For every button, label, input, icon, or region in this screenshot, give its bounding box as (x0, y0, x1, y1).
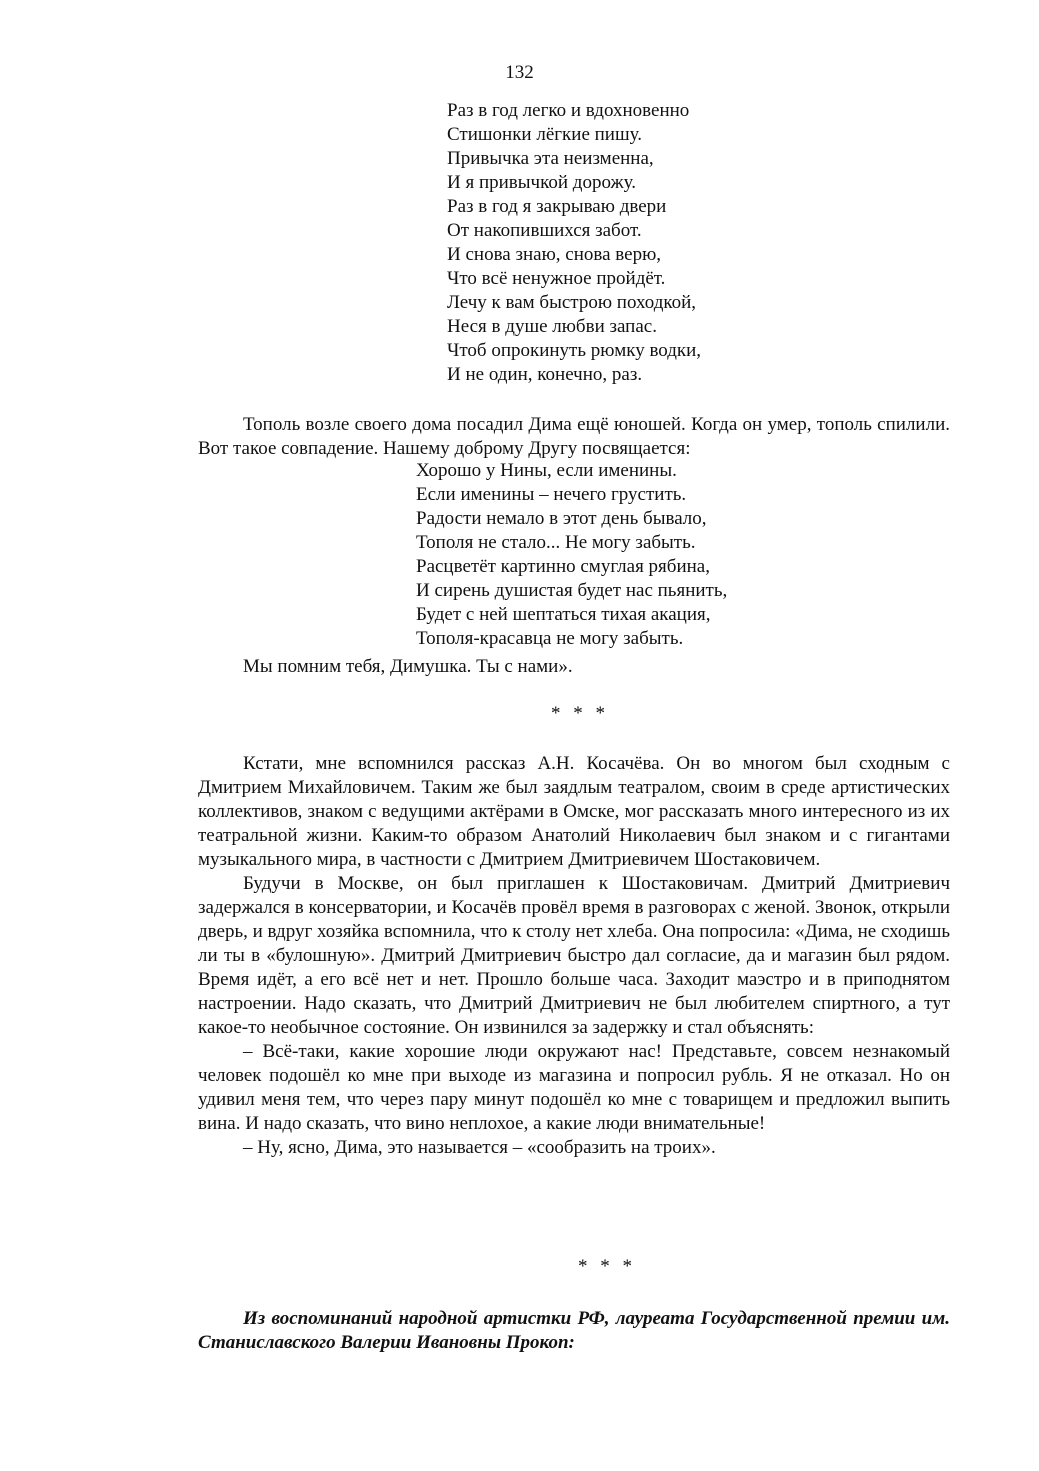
section-separator: * * * (551, 703, 609, 724)
poem-line: Если именины – нечего грустить. (416, 484, 687, 505)
poem-line: Привычка эта неизменна, (447, 148, 654, 169)
closing-line-block (198, 655, 950, 679)
story-paragraph: – Ну, ясно, Дима, это называется – «сообразить на троих». (243, 1137, 716, 1158)
poem-line: От накопившихся забот. (447, 220, 642, 241)
poem-line: Тополя не стало... Не могу забыть. (416, 532, 696, 553)
section-separator: * * * (578, 1256, 636, 1277)
poem-line: Будет с ней шептаться тихая акация, (416, 604, 711, 625)
closing-line: Мы помним тебя, Димушка. Ты с нами». (243, 656, 573, 677)
page-number: 132 (505, 62, 534, 83)
poem-line: Стишонки лёгкие пишу. (447, 124, 642, 145)
poem-line: Хорошо у Нины, если именины. (416, 460, 677, 481)
poem-line: Лечу к вам быстрою походкой, (447, 292, 697, 313)
poem-birthday (447, 99, 701, 387)
story-paragraph: Кстати, мне вспомнился рассказ А.Н. Косачёва. Он во многом был сходным с Дмитрием Михайловичем. Таким же был заядлым театралом, своим в среде артистических коллективов, знаком с ведущими актёрами в Омске, мог рассказать много интересного из их театральной жизни. Каким-то образом Анатолий Николаевич был знаком и с гигантами музыкального мира, в частности с Дмитрием Дмитриевичем Шостаковичем. (198, 753, 950, 870)
poem-line: Раз в год я закрываю двери (447, 196, 667, 217)
poem-poplar (416, 459, 727, 651)
story-block (198, 752, 950, 1160)
story-paragraph: Будучи в Москве, он был приглашен к Шостаковичам. Дмитрий Дмитриевич задержался в консерватории, и Косачёв провёл время в разговорах с женой. Звонок, открыли дверь, и вдруг хозяйка вспомнила, что к столу нет хлеба. Она попросила: «Дима, не сходишь ли ты в «булошную». Дмитрий Дмитриевич быстро дал согласие, да и магазин был рядом. Время идёт, а его всё нет и нет. Прошло больше часа. Заходит маэстро и в приподнятом настроении. Надо сказать, что Дмитрий Дмитриевич не был любителем спиртного, а тут какое-то необычное состояние. Он извинился за задержку и стал объяснять: (198, 873, 950, 1038)
poem-line: Чтоб опрокинуть рюмку водки, (447, 340, 702, 361)
poem-line: И я привычкой дорожу. (447, 172, 636, 193)
poem-line: И снова знаю, снова верю, (447, 244, 662, 265)
poplar-paragraph-block (198, 413, 950, 461)
poem-line: Расцветёт картинно смуглая рябина, (416, 556, 710, 577)
memoir-heading: Из воспоминаний народной артистки РФ, лауреата Государственной премии им. Станиславского Валерии Ивановны Прокоп: (198, 1308, 950, 1353)
poem-line: Радости немало в этот день бывало, (416, 508, 707, 529)
poem-line: Тополя-красавца не могу забыть. (416, 628, 684, 649)
poem-line: И сирень душистая будет нас пьянить, (416, 580, 728, 601)
poem-line: Неся в душе любви запас. (447, 316, 657, 337)
poem-line: Что всё ненужное пройдёт. (447, 268, 666, 289)
poem-line: И не один, конечно, раз. (447, 364, 643, 385)
poem-line: Раз в год легко и вдохновенно (447, 100, 690, 121)
paragraph-poplar: Тополь возле своего дома посадил Дима ещё юношей. Когда он умер, тополь спилили. Вот такое совпадение. Нашему доброму Другу посвящается: (198, 414, 950, 459)
story-paragraph: – Всё-таки, какие хорошие люди окружают нас! Представьте, совсем незнакомый человек подошёл ко мне при выходе из магазина и попросил рубль. Я не отказал. Но он удивил меня тем, что через пару минут подошёл ко мне с товарищем и предложил выпить вина. И надо сказать, что вино неплохое, а какие люди внимательные! (198, 1041, 950, 1134)
